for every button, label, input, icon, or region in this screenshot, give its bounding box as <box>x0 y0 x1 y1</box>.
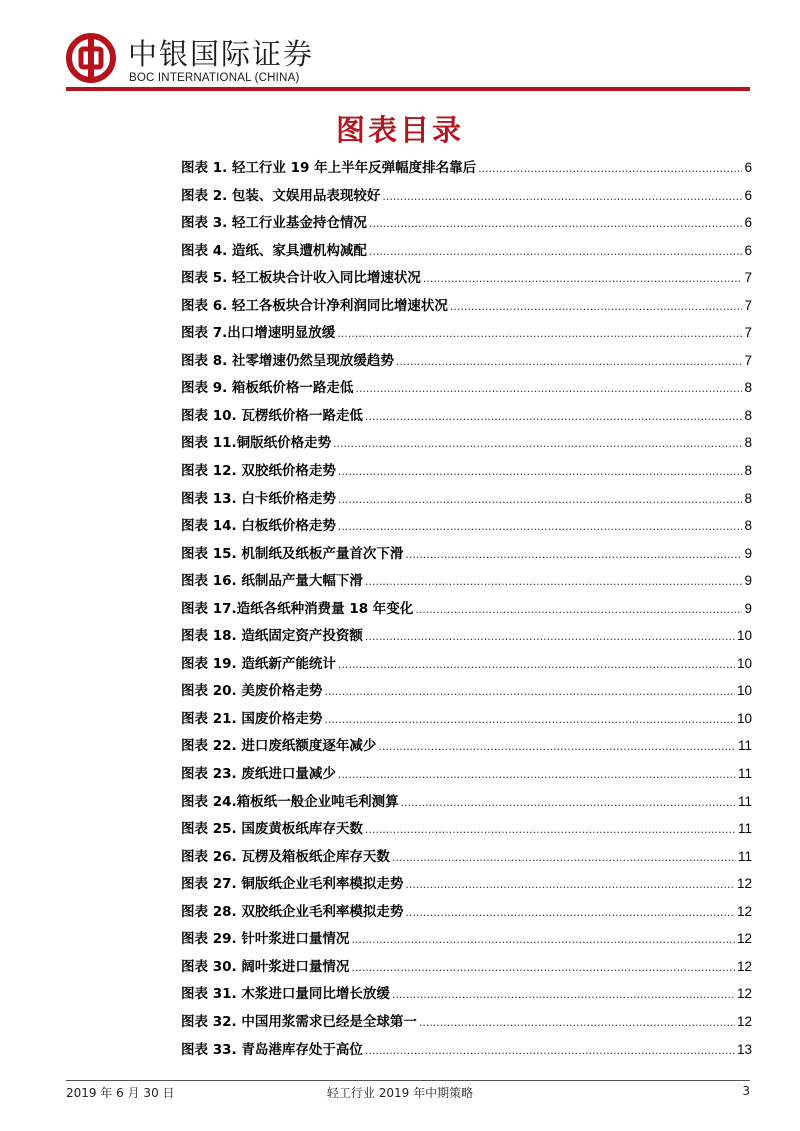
toc-entry[interactable] <box>181 845 752 873</box>
toc-leader-dots <box>338 465 743 478</box>
toc-entry[interactable] <box>181 900 752 928</box>
toc-entry[interactable] <box>181 652 752 680</box>
toc-entry-label[interactable]: 图表 21. 国废价格走势 <box>181 710 323 727</box>
toc-leader-dots <box>405 878 735 891</box>
toc-leader-dots <box>365 630 735 643</box>
page-title: 图表目录 <box>335 113 464 147</box>
toc-leader-dots <box>378 740 736 753</box>
toc-entry-label[interactable]: 图表 12. 双胶纸价格走势 <box>181 463 336 480</box>
toc-entry-page[interactable]: 10 <box>736 683 752 699</box>
toc-leader-dots <box>392 988 735 1001</box>
toc-entry[interactable] <box>181 1010 752 1038</box>
toc-leader-dots <box>324 713 735 726</box>
footer-date: 2019 年 6 月 30 日 <box>66 1086 175 1100</box>
toc-entry-label[interactable]: 图表 17.造纸各纸种消费量 18 年变化 <box>181 600 414 617</box>
toc-entry-page[interactable]: 6 <box>744 215 752 231</box>
toc-entry-label[interactable]: 图表 30. 阔叶浆进口量情况 <box>181 958 350 975</box>
toc-entry[interactable] <box>181 597 752 625</box>
toc-leader-dots <box>405 906 735 919</box>
toc-entry-label[interactable]: 图表 2. 包装、文娱用品表现较好 <box>181 187 381 204</box>
toc-entry-page[interactable]: 7 <box>744 352 752 368</box>
toc-entry-label[interactable]: 图表 15. 机制纸及纸板产量首次下滑 <box>181 545 404 562</box>
toc-leader-dots <box>365 410 743 423</box>
toc-entry[interactable] <box>181 982 752 1010</box>
toc-entry[interactable] <box>181 459 752 487</box>
toc-leader-dots <box>338 520 743 533</box>
toc-entry-page[interactable]: 10 <box>736 710 752 726</box>
toc-entry[interactable] <box>181 762 752 790</box>
toc-leader-dots <box>365 823 736 836</box>
toc-leader-dots <box>333 437 742 450</box>
toc-entry-label[interactable]: 图表 11.铜版纸价格走势 <box>181 435 332 452</box>
toc-entry-page[interactable]: 8 <box>744 463 752 479</box>
toc-entry[interactable] <box>181 514 752 542</box>
toc-leader-dots <box>423 272 743 285</box>
toc-entry-page[interactable]: 9 <box>744 573 752 589</box>
footer-page-number: 3 <box>742 1084 750 1098</box>
toc-entry-page[interactable]: 11 <box>737 793 752 809</box>
toc-leader-dots <box>415 603 742 616</box>
page-header <box>0 0 800 100</box>
toc-entry[interactable] <box>181 679 752 707</box>
toc-entry[interactable] <box>181 239 752 267</box>
toc-entry-page[interactable]: 7 <box>744 270 752 286</box>
toc-entry-label[interactable]: 图表 19. 造纸新产能统计 <box>181 655 336 672</box>
toc-entry[interactable] <box>181 184 752 212</box>
toc-entry-label[interactable]: 图表 26. 瓦楞及箱板纸企库存天数 <box>181 848 390 865</box>
toc-leader-dots <box>365 575 743 588</box>
toc-leader-dots <box>450 300 743 313</box>
toc-entry-label[interactable]: 图表 31. 木浆进口量同比增长放缓 <box>181 986 390 1003</box>
toc-entry[interactable] <box>181 707 752 735</box>
toc-entry-label[interactable]: 图表 23. 废纸进口量减少 <box>181 766 336 783</box>
toc-entry-label[interactable]: 图表 4. 造纸、家具遭机构减配 <box>181 242 367 259</box>
toc-entry-label[interactable]: 图表 13. 白卡纸价格走势 <box>181 490 336 507</box>
boc-logo-icon <box>66 33 116 83</box>
toc-entry[interactable] <box>181 955 752 983</box>
toc-entry-page[interactable]: 6 <box>744 160 752 175</box>
toc-entry-page[interactable]: 8 <box>744 518 752 534</box>
toc-entry-label[interactable]: 图表 8. 社零增速仍然呈现放缓趋势 <box>181 352 394 369</box>
toc-entry-page[interactable]: 12 <box>736 876 752 892</box>
toc-leader-dots <box>324 685 735 698</box>
toc-entry-label[interactable]: 图表 33. 青岛港库存处于高位 <box>181 1041 363 1058</box>
toc-leader-dots <box>405 548 742 561</box>
toc-entry[interactable] <box>181 321 752 349</box>
toc-entry-page[interactable]: 6 <box>744 242 752 258</box>
toc-leader-dots <box>338 493 743 506</box>
toc-entry-label[interactable]: 图表 14. 白板纸价格走势 <box>181 518 336 535</box>
toc-entry-label[interactable]: 图表 9. 箱板纸价格一路走低 <box>181 380 354 397</box>
toc-entry-label[interactable]: 图表 3. 轻工行业基金持仓情况 <box>181 215 367 232</box>
toc-entry-label[interactable]: 图表 22. 进口废纸额度逐年减少 <box>181 738 377 755</box>
toc-entry-page[interactable]: 11 <box>737 848 752 864</box>
toc-entry-page[interactable]: 9 <box>744 545 752 561</box>
toc-entry-page[interactable]: 8 <box>744 407 752 423</box>
toc-entry-page[interactable]: 8 <box>744 435 752 451</box>
toc-leader-dots <box>337 327 742 340</box>
toc-leader-dots <box>382 190 742 203</box>
toc-entry-page[interactable]: 10 <box>736 628 752 644</box>
toc-entry-page[interactable]: 8 <box>744 490 752 506</box>
toc-leader-dots <box>396 355 743 368</box>
toc-entry[interactable] <box>181 156 752 184</box>
toc-leader-dots <box>369 217 743 230</box>
toc-entry-page[interactable]: 11 <box>737 766 752 782</box>
toc-entry[interactable] <box>181 487 752 515</box>
toc-entry-page[interactable]: 6 <box>744 187 752 203</box>
toc-entry[interactable] <box>181 927 752 955</box>
toc-leader-dots <box>338 768 736 781</box>
header-divider <box>66 87 750 91</box>
toc-entry[interactable] <box>181 790 752 818</box>
toc-entry-label[interactable]: 图表 24.箱板纸一般企业吨毛利测算 <box>181 793 399 810</box>
toc-entry-page[interactable]: 12 <box>736 1013 752 1029</box>
toc-entry-label[interactable]: 图表 1. 轻工行业 19 年上半年反弹幅度排名靠后 <box>181 160 477 176</box>
toc-leader-dots <box>351 961 735 974</box>
toc-leader-dots <box>478 162 742 175</box>
toc-entry[interactable] <box>181 376 752 404</box>
toc-entry[interactable] <box>181 872 752 900</box>
brand-name-en: BOC INTERNATIONAL (CHINA) <box>129 72 300 84</box>
toc-leader-dots <box>365 1044 735 1057</box>
toc-entry-label[interactable]: 图表 20. 美废价格走势 <box>181 683 323 700</box>
toc-entry-label[interactable]: 图表 16. 纸制品产量大幅下滑 <box>181 573 363 590</box>
toc-entry-label[interactable]: 图表 6. 轻工各板块合计净利润同比增速状况 <box>181 297 448 314</box>
toc-entry-label[interactable]: 图表 28. 双胶纸企业毛利率模拟走势 <box>181 903 404 920</box>
toc-entry-page[interactable]: 12 <box>736 903 752 919</box>
toc-entry[interactable] <box>181 294 752 322</box>
toc-entry[interactable] <box>181 211 752 239</box>
toc-leader-dots <box>401 796 736 809</box>
toc-entry-label[interactable]: 图表 5. 轻工板块合计收入同比增速状况 <box>181 270 421 287</box>
toc-entry-page[interactable]: 9 <box>744 600 752 616</box>
toc-entry[interactable] <box>181 734 752 762</box>
footer-report-title: 轻工行业 2019 年中期策略 <box>326 1086 474 1100</box>
toc-entry[interactable] <box>181 624 752 652</box>
brand-name-cn: 中银国际证券 <box>128 37 315 71</box>
footer-divider <box>66 1080 750 1081</box>
toc-entry-label[interactable]: 图表 10. 瓦楞纸价格一路走低 <box>181 407 363 424</box>
toc-entry-page[interactable]: 7 <box>744 297 752 313</box>
toc-leader-dots <box>369 245 743 258</box>
toc-entry-label[interactable]: 图表 18. 造纸固定资产投资额 <box>181 628 363 645</box>
toc-entry-page[interactable]: 11 <box>737 821 752 837</box>
toc-entry-page[interactable]: 12 <box>736 958 752 974</box>
toc-entry-label[interactable]: 图表 25. 国废黄板纸库存天数 <box>181 821 363 838</box>
toc-entry[interactable] <box>181 266 752 294</box>
toc-entry[interactable] <box>181 431 752 459</box>
toc-entry-label[interactable]: 图表 27. 铜版纸企业毛利率模拟走势 <box>181 876 404 893</box>
toc-entry-page[interactable]: 12 <box>736 931 752 947</box>
table-of-figures <box>181 156 752 1065</box>
toc-leader-dots <box>351 933 735 946</box>
toc-entry[interactable] <box>181 817 752 845</box>
toc-entry[interactable] <box>181 1038 752 1066</box>
toc-entry-page[interactable]: 13 <box>736 1041 752 1057</box>
toc-leader-dots <box>355 382 742 395</box>
toc-entry[interactable] <box>181 404 752 432</box>
toc-entry-page[interactable]: 12 <box>736 986 752 1002</box>
toc-entry-label[interactable]: 图表 7.出口增速明显放缓 <box>181 325 336 342</box>
toc-entry-label[interactable]: 图表 32. 中国用浆需求已经是全球第一 <box>181 1013 417 1030</box>
toc-leader-dots <box>338 658 735 671</box>
toc-leader-dots <box>392 851 736 864</box>
toc-entry[interactable] <box>181 569 752 597</box>
toc-entry-page[interactable]: 8 <box>744 380 752 396</box>
toc-entry[interactable] <box>181 349 752 377</box>
toc-entry-page[interactable]: 7 <box>744 325 752 341</box>
toc-entry-page[interactable]: 10 <box>736 655 752 671</box>
toc-leader-dots <box>419 1016 735 1029</box>
toc-entry-page[interactable]: 11 <box>737 738 752 754</box>
toc-entry[interactable] <box>181 542 752 570</box>
toc-entry-label[interactable]: 图表 29. 针叶浆进口量情况 <box>181 931 350 948</box>
